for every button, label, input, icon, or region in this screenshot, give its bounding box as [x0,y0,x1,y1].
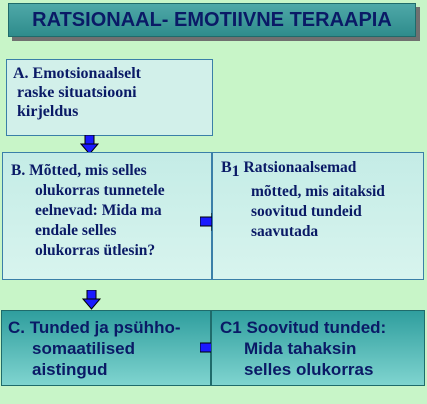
box-b1-letter: B [221,159,232,176]
box-b1-head-text: Ratsionaalsemad [243,159,357,176]
box-c-feelings [1,310,211,386]
box-b1-line-3: saavutada [251,223,319,241]
box-a-line-1: A. Emotsionaalselt [13,65,141,82]
diagram-title: RATSIONAAL- EMOTIIVNE TERAAPIA [8,3,416,37]
box-c1-line-2: Mida tahaksin [244,339,357,358]
box-c1-line-1: C1 Soovitud tunded: [220,318,387,337]
box-b1-line-2: soovitud tundeid [251,203,362,221]
box-b1-subscript: 1 [231,163,240,181]
box-b-line-3: eelnevad: Mida ma [35,202,162,219]
box-b1-rational-thoughts [212,152,424,280]
box-b-line-2: olukorras tunnetele [35,182,165,199]
box-c-line-3: aistingud [32,360,108,379]
box-b-thoughts [2,152,212,280]
box-b-line-4: endale selles [35,222,117,239]
box-a-line-2: raske situatsiooni [17,84,137,101]
box-c1-line-3: selles olukorras [244,360,374,379]
down-arrow-b-to-c-icon [82,290,102,310]
box-a-situation [6,59,213,136]
box-a-line-3: kirjeldus [17,103,79,120]
box-c-line-2: somaatilised [32,339,135,358]
box-b1-head [221,158,415,182]
box-b-line-5: olukorras ütlesin? [35,242,156,259]
box-c1-desired-feelings [211,310,425,386]
box-c-line-1: C. Tunded ja psühho- [8,318,181,337]
box-b1-line-1: mõtted, mis aitaksid [251,183,385,201]
box-b-line-1: B. Mõtted, mis selles [11,162,147,179]
